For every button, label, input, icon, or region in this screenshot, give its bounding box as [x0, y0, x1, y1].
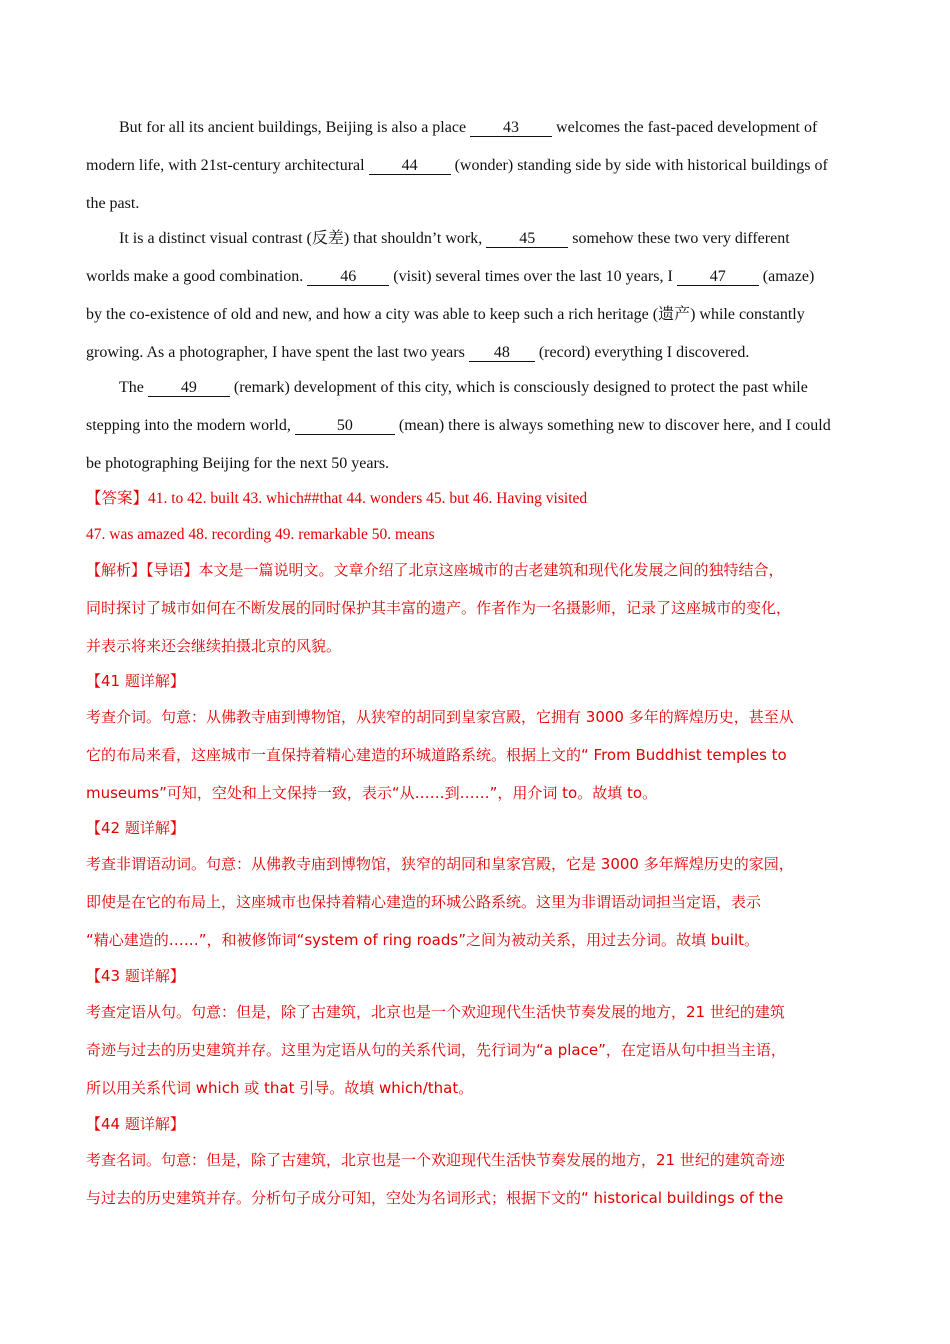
blank-45: 45 [486, 230, 568, 248]
blank-50: 50 [295, 417, 395, 435]
blank-43: 43 [470, 119, 552, 137]
q44-title: 【44 题详解】 [86, 1115, 185, 1133]
passage-p2-line4: growing. As a photographer, I have spent the last two years 48 (record) everything I discovered. [86, 344, 750, 361]
blank-49: 49 [148, 379, 230, 397]
analysis-line-1: 【解析】【导语】本文是一篇说明文。文章介绍了北京这座城市的古老建筑和现代化发展之间的独特结合， [86, 561, 784, 579]
blank-48: 48 [469, 344, 535, 362]
passage-p1-line1: But for all its ancient buildings, Beijing is also a place 43 welcomes the fast-paced development of [119, 119, 818, 136]
q41-line-1: 考查介词。句意：从佛教寺庙到博物馆，从狭窄的胡同到皇家宫殿，它拥有 3000 多年的辉煌历史，甚至从 [86, 708, 794, 726]
passage-p3-line1: The 49 (remark) development of this city, which is consciously designed to protect the past while [119, 379, 808, 396]
passage-p1-line3: the past. [86, 195, 140, 212]
passage-p2-line1: It is a distinct visual contrast (反差) that shouldn’t work, 45 somehow these two very different [119, 230, 790, 247]
q42-title: 【42 题详解】 [86, 819, 185, 837]
q41-title: 【41 题详解】 [86, 672, 185, 690]
answer-line-2: 47. was amazed 48. recording 49. remarkable 50. means [86, 526, 435, 543]
q43-line-1: 考查定语从句。句意：但是，除了古建筑，北京也是一个欢迎现代生活快节奏发展的地方，21 世纪的建筑 [86, 1003, 785, 1021]
q43-line-3: 所以用关系代词 which 或 that 引导。故填 which/that。 [86, 1079, 474, 1097]
blank-46: 46 [307, 268, 389, 286]
q44-line-2: 与过去的历史建筑并存。分析句子成分可知，空处为名词形式；根据下文的“ historical buildings of the [86, 1189, 784, 1207]
blank-44: 44 [369, 157, 451, 175]
q43-title: 【43 题详解】 [86, 967, 185, 985]
analysis-line-2: 同时探讨了城市如何在不断发展的同时保护其丰富的遗产。作者作为一名摄影师，记录了这座城市的变化， [86, 599, 792, 617]
q41-line-3: museums”可知，空处和上文保持一致，表示“从……到……”，用介词 to。故填 to。 [86, 784, 658, 802]
passage-p3-line2: stepping into the modern world, 50 (mean) there is always something new to discover here, and I could [86, 417, 831, 434]
q44-line-1: 考查名词。句意：但是，除了古建筑，北京也是一个欢迎现代生活快节奏发展的地方，21 世纪的建筑奇迹 [86, 1151, 785, 1169]
passage-p3-line3: be photographing Beijing for the next 50 years. [86, 455, 390, 472]
passage-p2-line3: by the co-existence of old and new, and how a city was able to keep such a rich heritage (遗产) while constantly [86, 306, 805, 323]
q43-line-2: 奇迹与过去的历史建筑并存。这里为定语从句的关系代词，先行词为“a place”，在定语从句中担当主语， [86, 1041, 786, 1059]
q42-line-2: 即使是在它的布局上，这座城市也保持着精心建造的环城公路系统。这里为非谓语动词担当定语，表示 [86, 893, 762, 911]
answer-line-1: 【答案】41. to 42. built 43. which##that 44. wonders 45. but 46. Having visited [86, 490, 588, 507]
q42-line-1: 考查非谓语动词。句意：从佛教寺庙到博物馆，狭窄的胡同和皇家宫殿，它是 3000 多年辉煌历史的家园， [86, 855, 794, 873]
analysis-line-3: 并表示将来还会继续拍摄北京的风貌。 [86, 637, 342, 655]
blank-47: 47 [677, 268, 759, 286]
q41-line-2: 它的布局来看，这座城市一直保持着精心建造的环城道路系统。根据上文的“ From Buddhist temples to [86, 746, 787, 764]
passage-p1-line2: modern life, with 21st-century architectural 44 (wonder) standing side by side with historical buildings of [86, 157, 828, 174]
passage-p2-line2: worlds make a good combination. 46 (visit) several times over the last 10 years, I 47 (amaze) [86, 268, 815, 285]
q42-line-3: “精心建造的……”，和被修饰词“system of ring roads”之间为被动关系，用过去分词。故填 built。 [86, 931, 759, 949]
